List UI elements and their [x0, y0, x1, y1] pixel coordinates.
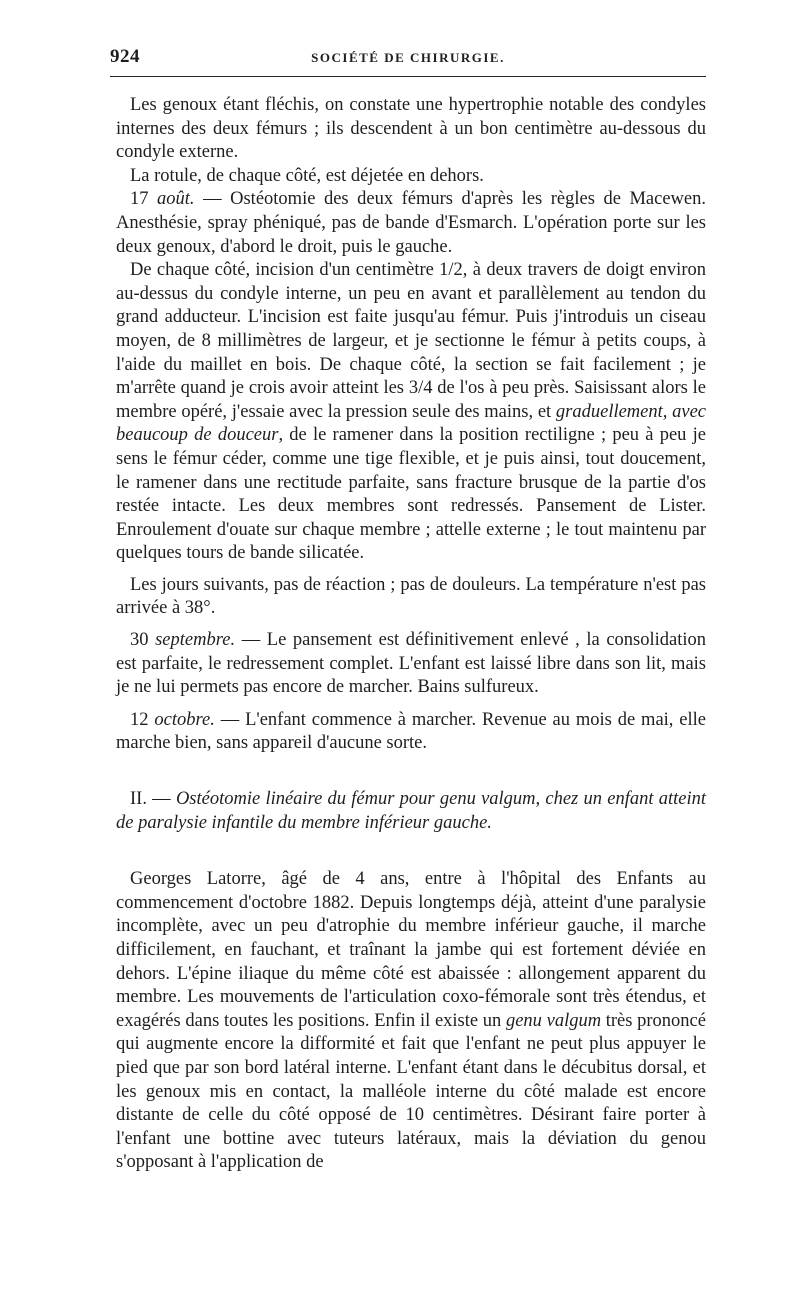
date-italic: août. — [157, 189, 195, 210]
section-title: Ostéotomie linéaire du fémur pour genu valgum, chez un enfant atteint de paralysie infantile du membre inférieur gauche. — [116, 789, 706, 833]
page-number: 924 — [110, 46, 140, 67]
section-number: II. — — [130, 789, 176, 810]
running-title: SOCIÉTÉ DE CHIRURGIE. — [311, 50, 505, 65]
header-rule — [110, 76, 706, 77]
paragraph: Les jours suivants, pas de réaction ; pas de douleurs. La température n'est pas arrivée à 38°. — [116, 574, 706, 619]
paragraph: La rotule, de chaque côté, est déjetée en dehors. — [130, 165, 484, 186]
paragraph: De chaque côté, incision d'un centimètre 1/2, à deux travers de doigt environ au-dessus du condyle interne, un peu en avant et parallèlement au tendon du grand adducteur. L'incision est faite jusqu'au fémur. Puis j'introduis un ciseau moyen, de 8 millimètres de largeur, et je sectionne le fémur à petits coups, à l'aide du maillet en bois. De chaque côté, la section se fait facilement ; je m'arrête quand je crois avoir atteint les 3/4 de l'os à peu près. Saisissant alors le membre opéré, j'essaie avec la pression seule des mains, et graduellement, avec beaucoup de douceur, de le ramener dans la position rectiligne ; peu à peu je sens le fémur céder, comme une tige flexible, et je puis ainsi, tout doucement, le ramener dans une rectitude parfaite, sans fracture brusque de la partie d'os restée intacte. Les deux membres sont redressés. Pansement de Lister. Enroulement d'ouate sur chaque membre ; attelle externe ; le tout maintenu par quelques tours de bande silicatée. — [116, 260, 706, 564]
page-header — [110, 46, 706, 70]
emphasis-italic: graduellement, avec beaucoup de douceur — [116, 401, 706, 446]
date-italic: octobre. — [154, 709, 215, 730]
case-paragraph: Georges Latorre, âgé de 4 ans, entre à l'hôpital des Enfants au commencement d'octobre 1882. Depuis longtemps déjà, atteint d'une paralysie incomplète, avec un peu d'atrophie du membre inférieur gauche, il marche difficilement, en fauchant, et traînant la jambe qui est fortement déviée en dehors. L'épine iliaque du même côté est abaissée : allongement apparent du membre. Les mouvements de l'articulation coxo-fémorale sont très étendus, et exagérés dans toutes les positions. Enfin il existe un genu valgum très prononcé qui augmente encore la difformité et fait que l'enfant ne peut plus appuyer le pied que par son bord latéral interne. L'enfant étant dans le décubitus dorsal, et les genoux mis en contact, la malléole interne du côté malade est encore distante de celle du côté opposé de 10 centimètres. Désirant faire porter à l'enfant une bottine avec tuteurs latéraux, mais la déviation du genou s'opposant à l'application de — [116, 869, 706, 1173]
emphasis-italic: genu valgum — [505, 1010, 602, 1031]
paragraph: Les genoux étant fléchis, on constate une hypertrophie notable des condyles internes des deux fémurs ; ils descendent à un bon centimètre au-dessous du condyle externe. — [116, 95, 706, 163]
paragraph: 12 octobre. — L'enfant commence à marcher. Revenue au mois de mai, elle marche bien, sans appareil d'aucune sorte. — [116, 709, 706, 754]
page-body — [116, 94, 706, 1175]
paragraph: 30 septembre. — Le pansement est définitivement enlevé , la consolidation est parfaite, le redressement complet. L'enfant est laissé libre dans son lit, mais je ne lui permets pas encore de marcher. Bains sulfureux. — [116, 630, 706, 698]
paragraph: 17 août. — Ostéotomie des deux fémurs d'après les règles de Macewen. Anesthésie, spray phéniqué, pas de bande d'Esmarch. L'opération porte sur les deux genoux, d'abord le droit, puis le gauche. — [116, 189, 707, 257]
section-heading — [116, 788, 706, 835]
date-italic: septembre. — [155, 630, 236, 651]
